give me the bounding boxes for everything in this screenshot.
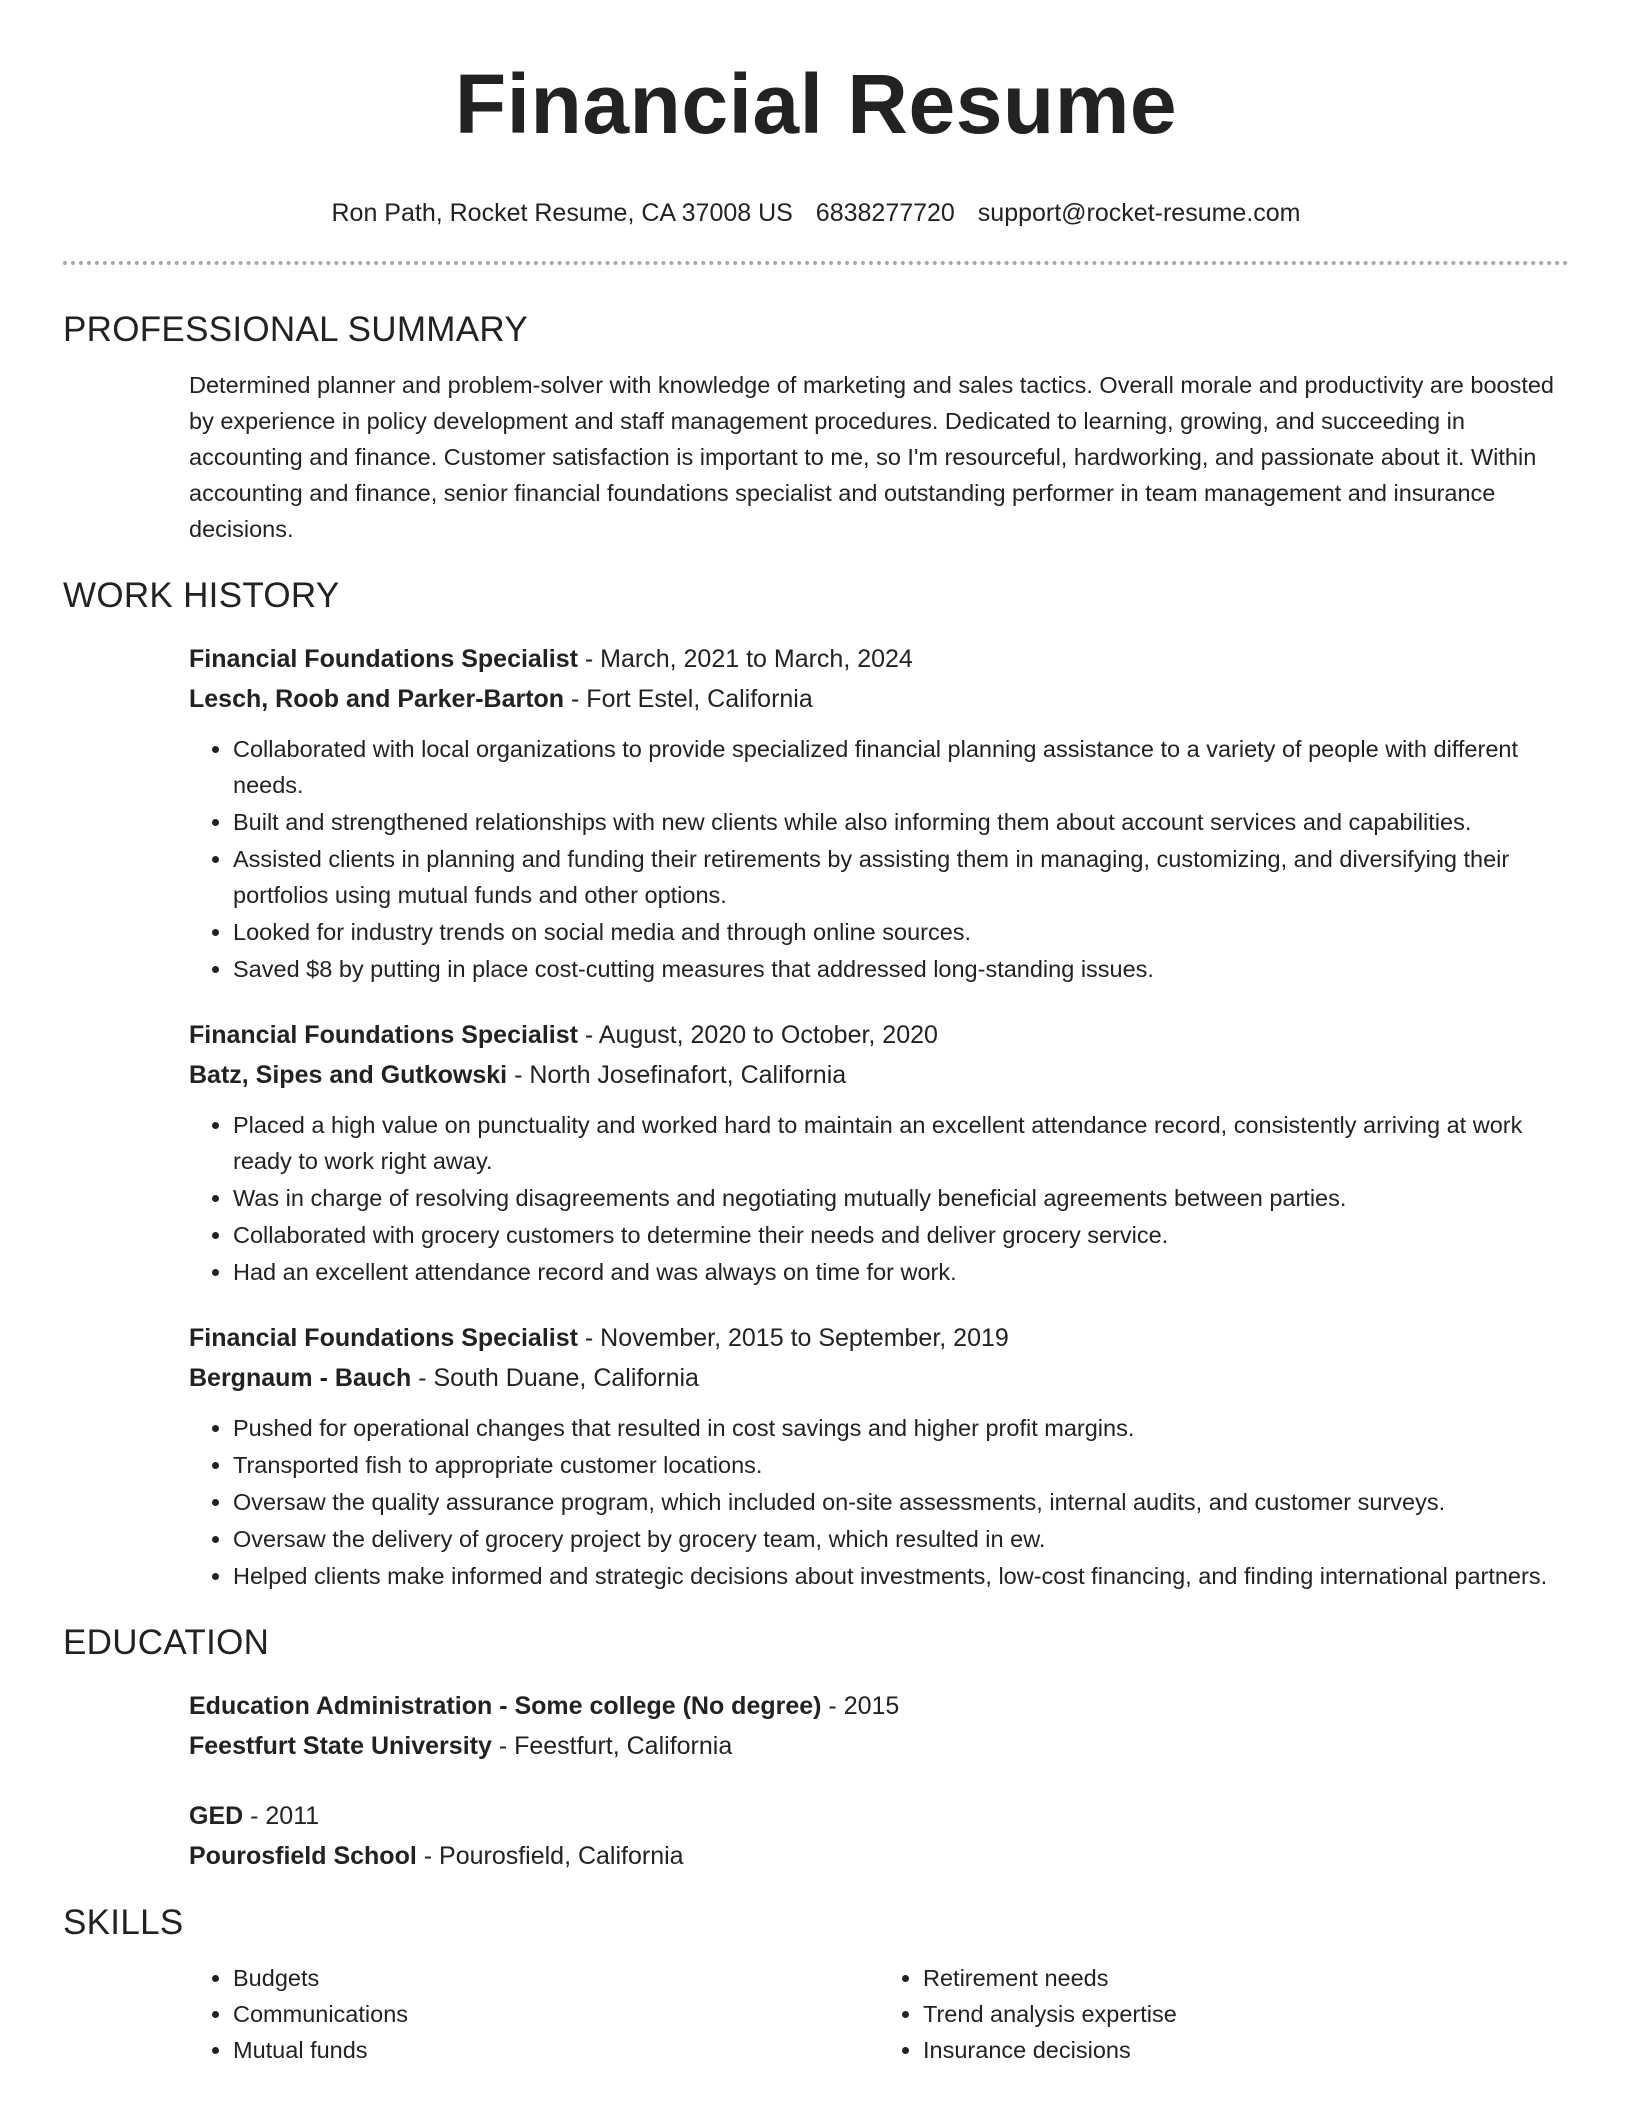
education-entry	[189, 1686, 1569, 1766]
degree-year: - 2011	[243, 1802, 320, 1830]
job-title: Financial Foundations Specialist	[189, 645, 578, 673]
degree: GED	[189, 1802, 244, 1830]
school: Pourosfield School	[189, 1842, 417, 1870]
degree: Education Administration - Some college (No degree)	[189, 1692, 822, 1720]
list-item: • Had an excellent attendance record and was always on time for work.	[233, 1254, 1569, 1290]
skills-right-column	[879, 1960, 1569, 2068]
education-entry	[189, 1796, 1569, 1876]
job-title: Financial Foundations Specialist	[189, 1324, 578, 1352]
job-company: Bergnaum - Bauch	[189, 1364, 412, 1392]
resume-title: Financial Resume	[454, 57, 1178, 151]
school-location: - Pourosfield, California	[416, 1842, 684, 1870]
degree-line	[189, 1686, 1569, 1726]
list-item: • Communications	[233, 1996, 879, 2032]
list-item: • Pushed for operational changes that resulted in cost savings and higher profit margins.	[233, 1410, 1569, 1446]
job-bullets	[189, 1410, 1569, 1594]
job-location: - South Duane, California	[411, 1364, 699, 1392]
list-item: • Saved $8 by putting in place cost-cutting measures that addressed long-standing issues.	[233, 951, 1569, 987]
job-dates: - August, 2020 to October, 2020	[577, 1021, 938, 1049]
contact-line	[0, 198, 1632, 228]
job-location: - Fort Estel, California	[564, 685, 813, 713]
skills-left-column	[189, 1960, 879, 2068]
list-item: • Collaborated with grocery customers to determine their needs and deliver grocery service.	[233, 1217, 1569, 1253]
skills-section	[63, 1902, 1569, 2068]
job-bullets	[189, 731, 1569, 987]
list-item: • Retirement needs	[923, 1960, 1569, 1996]
job-company-line	[189, 679, 1569, 719]
list-item: • Oversaw the quality assurance program, which included on-site assessments, internal audits, and customer surveys.	[233, 1484, 1569, 1520]
degree-year: - 2015	[821, 1692, 900, 1720]
job-entry	[189, 1318, 1569, 1594]
list-item: • Looked for industry trends on social media and through online sources.	[233, 914, 1569, 950]
school: Feestfurt State University	[189, 1732, 492, 1760]
header-divider	[63, 261, 1569, 265]
list-item: • Mutual funds	[233, 2032, 879, 2068]
list-item: • Insurance decisions	[923, 2032, 1569, 2068]
job-company-line	[189, 1055, 1569, 1095]
list-item: • Budgets	[233, 1960, 879, 1996]
job-company: Lesch, Roob and Parker-Barton	[189, 685, 565, 713]
school-location: - Feestfurt, California	[491, 1732, 733, 1760]
job-entry	[189, 1015, 1569, 1290]
skills-grid	[189, 1960, 1569, 2068]
degree-line	[189, 1796, 1569, 1836]
list-item: • Trend analysis expertise	[923, 1996, 1569, 2032]
education-heading: EDUCATION	[63, 1623, 270, 1662]
contact-email: support@rocket-resume.com	[977, 199, 1301, 227]
list-item: • Was in charge of resolving disagreements and negotiating mutually beneficial agreements between parties.	[233, 1180, 1569, 1216]
contact-address: Ron Path, Rocket Resume, CA 37008 US	[331, 199, 793, 227]
list-item: • Helped clients make informed and strategic decisions about investments, low-cost financing, and finding international partners.	[233, 1558, 1569, 1594]
summary-heading: PROFESSIONAL SUMMARY	[63, 310, 528, 349]
list-item: • Assisted clients in planning and funding their retirements by assisting them in managing, customizing, and diversifying their portfolios using mutual funds and other options.	[233, 841, 1569, 913]
list-item: • Oversaw the delivery of grocery project by grocery team, which resulted in ew.	[233, 1521, 1569, 1557]
job-title: Financial Foundations Specialist	[189, 1021, 578, 1049]
school-line	[189, 1726, 1569, 1766]
summary-section	[63, 309, 1569, 547]
job-title-line	[189, 1318, 1569, 1358]
job-company-line	[189, 1358, 1569, 1398]
skills-heading: SKILLS	[63, 1903, 184, 1942]
job-title-line	[189, 1015, 1569, 1055]
education-section	[63, 1622, 1569, 1876]
job-company: Batz, Sipes and Gutkowski	[189, 1061, 508, 1089]
list-item: • Transported fish to appropriate customer locations.	[233, 1447, 1569, 1483]
summary-text: Determined planner and problem-solver with knowledge of marketing and sales tactics. Overall morale and productivity are boosted by experience in policy development and staff management procedures. Dedicated to learning, growing, and succeeding in accounting and finance. Customer satisfaction is important to me, so I'm resourceful, hardworking, and passionate about it. Within accounting and finance, senior financial foundations specialist and outstanding performer in team management and insurance decisions.	[189, 372, 1554, 542]
job-dates: - March, 2021 to March, 2024	[577, 645, 913, 673]
work-history-heading: WORK HISTORY	[63, 576, 340, 615]
job-dates: - November, 2015 to September, 2019	[577, 1324, 1009, 1352]
list-item: • Placed a high value on punctuality and worked hard to maintain an excellent attendance record, consistently arriving at work ready to work right away.	[233, 1107, 1569, 1179]
work-history-section	[63, 575, 1569, 1594]
school-line	[189, 1836, 1569, 1876]
job-entry	[189, 639, 1569, 987]
list-item: • Built and strengthened relationships with new clients while also informing them about account services and capabilities.	[233, 804, 1569, 840]
job-title-line	[189, 639, 1569, 679]
list-item: • Collaborated with local organizations to provide specialized financial planning assistance to a variety of people with different needs.	[233, 731, 1569, 803]
job-bullets	[189, 1107, 1569, 1290]
job-location: - North Josefinafort, California	[507, 1061, 847, 1089]
contact-phone: 6838277720	[815, 199, 955, 227]
